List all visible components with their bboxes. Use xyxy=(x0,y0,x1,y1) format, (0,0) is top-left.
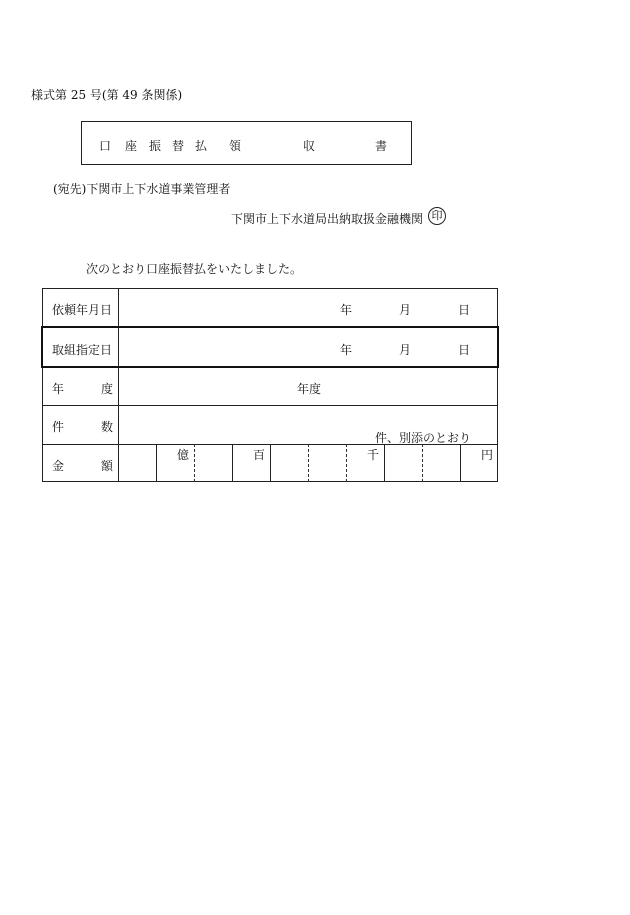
request-date-day: 日 xyxy=(458,303,471,317)
document-title-box xyxy=(81,121,412,165)
amount-label-right: 額 xyxy=(101,459,114,473)
count-note: 件、別添のとおり xyxy=(375,431,472,445)
label-column-divider xyxy=(118,289,119,481)
processing-date-label: 取組指定日 xyxy=(52,343,113,357)
issuer-name: 下関市上下水道局出納取扱金融機関 xyxy=(231,212,424,226)
title-char-6: 領 xyxy=(229,139,242,153)
title-char-7: 収 xyxy=(303,139,316,153)
count-label-left: 件 xyxy=(52,420,65,434)
amount-column-divider xyxy=(384,444,385,481)
amount-unit-hyaku: 百 xyxy=(253,448,266,462)
amount-digit-divider xyxy=(422,444,423,482)
title-char-4: 替 xyxy=(172,139,185,153)
fiscal-year-label-left: 年 xyxy=(52,382,65,396)
row-divider xyxy=(43,405,497,406)
amount-digit-divider xyxy=(308,444,309,482)
amount-column-divider xyxy=(156,444,157,481)
amount-column-divider xyxy=(460,444,461,481)
request-date-month: 月 xyxy=(399,303,412,317)
amount-column-divider xyxy=(232,444,233,481)
title-char-5: 払 xyxy=(195,139,208,153)
fiscal-year-label-right: 度 xyxy=(101,382,114,396)
form-number: 様式第 25 号(第 49 条関係) xyxy=(31,88,183,102)
processing-date-month: 月 xyxy=(399,343,412,357)
request-date-year: 年 xyxy=(340,303,353,317)
amount-digit-divider xyxy=(346,444,347,482)
amount-column-divider xyxy=(270,444,271,481)
statement-text: 次のとおり口座振替払をいたしました。 xyxy=(86,262,303,276)
fiscal-year-suffix: 年度 xyxy=(297,382,322,396)
request-date-label: 依頼年月日 xyxy=(52,303,113,317)
amount-unit-yen: 円 xyxy=(481,448,494,462)
amount-unit-oku: 億 xyxy=(177,448,190,462)
processing-date-highlight xyxy=(41,326,499,368)
title-char-1: 口 xyxy=(99,139,112,153)
amount-digit-divider xyxy=(194,444,195,482)
amount-label-left: 金 xyxy=(52,459,65,473)
count-label-right: 数 xyxy=(101,420,114,434)
processing-date-year: 年 xyxy=(340,343,353,357)
receipt-table xyxy=(42,288,498,482)
amount-unit-sen: 千 xyxy=(367,448,380,462)
title-char-2: 座 xyxy=(125,139,138,153)
addressee: (宛先)下関市上下水道事業管理者 xyxy=(53,182,231,196)
processing-date-day: 日 xyxy=(458,343,471,357)
title-char-8: 書 xyxy=(375,139,388,153)
seal-mark: 印 xyxy=(428,207,446,225)
title-char-3: 振 xyxy=(149,139,162,153)
